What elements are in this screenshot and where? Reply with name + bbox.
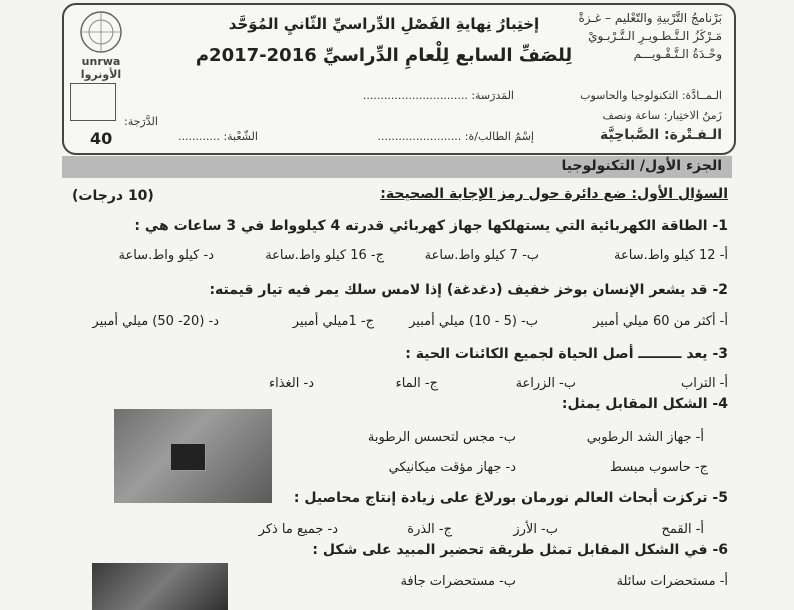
subject-field: الـمــادَّة: التكنولوجيا والحاسوب [580,89,722,102]
q5-option-a[interactable]: أ- القمح [661,522,704,537]
pesticide-spraying-photo [92,563,228,610]
q1-option-c[interactable]: ج- 16 كيلو واط.ساعة [265,248,384,263]
exam-header [62,3,736,155]
class-title: لِلصَفِّ السابع لِلْعامِ الدِّراسيِّ 2016-2017م [195,45,573,66]
question-instruction: السؤال الأول: ضع دائرة حول رمز الإجابة الصحيحة: [380,186,728,202]
q1-option-b[interactable]: ب- 7 كيلو واط.ساعة [424,248,539,263]
section-title: الجزء الأول/ التكنولوجيا [561,158,722,174]
q5-option-d[interactable]: د- جميع ما ذكر [258,522,338,537]
logo-text: unrwa الأونروا [80,55,122,81]
org-line-1: بَرْنامجُ التَّرْبيةِ والتّعْليم – غـزةْ [578,11,722,25]
shift-field: الـفـتْرة: الصَّباحِيَّة [600,127,722,143]
grade-label: الدَّرَجة: [124,115,158,128]
q3-option-a[interactable]: أ- التراب [681,376,728,391]
q4-option-c[interactable]: ج- حاسوب مبسط [609,460,708,475]
question-5: 5- تركزت أبحاث العالم نورمان بورلاغ على زيادة إنتاج محاصيل : [293,490,728,506]
humidity-sensor-photo [114,409,272,503]
q2-option-b[interactable]: ب- (5 - 10) ميلي أمبير [409,314,538,329]
q6-option-a[interactable]: أ- مستحضرات سائلة [616,574,728,589]
q3-option-b[interactable]: ب- الزراعة [515,376,576,391]
q4-option-b[interactable]: ب- مجس لتحسس الرطوبة [367,430,516,445]
q2-option-d[interactable]: د- (20- 50) ميلي أمبير [92,314,219,329]
question-2: 2- قد يشعر الإنسان بوخز خفيف (دغدغة) إذا لامس سلك يمر فيه تيار قيمته: [209,282,728,298]
q2-option-c[interactable]: ج- 1ميلي أمبير [292,314,374,329]
q3-option-c[interactable]: ج- الماء [395,376,438,391]
un-emblem-icon [72,9,130,55]
question-6: 6- في الشكل المقابل تمثل طريقة تحضير المبيد على شكل : [312,542,728,558]
q6-option-b[interactable]: ب- مستحضرات جافة [400,574,516,589]
q5-option-b[interactable]: ب- الأرز [513,522,558,537]
q2-option-a[interactable]: أ- أكثر من 60 ميلي أمبير [593,314,728,329]
marks-label: (10 درجات) [72,188,154,204]
unrwa-logo [72,9,130,81]
q5-option-c[interactable]: ج- الذرة [407,522,452,537]
duration-field: زَمنُ الاختِبار: ساعة ونصف [602,109,722,122]
school-field: المَدرَسة: .............................. [362,89,514,102]
section-header [62,156,732,178]
grade-box [70,83,116,121]
q4-option-a[interactable]: أ- جهاز الشد الرطوبي [586,430,704,445]
q1-option-d[interactable]: د- كيلو واط.ساعة [118,248,214,263]
q3-option-d[interactable]: د- الغذاء [268,376,314,391]
question-3: 3- يعد ـــــــــ أصل الحياة لجميع الكائنات الحية : [405,346,728,362]
question-4: 4- الشكل المقابل يمثل: [561,396,728,412]
org-line-3: وحْـدَةُ الـتَّـقْـويـــم [633,47,722,61]
student-field: إسْمُ الطالب/ة: ........................ [377,130,534,143]
section-field: الشّعْبة: ............ [178,130,258,143]
q1-option-a[interactable]: أ- 12 كيلو واط.ساعة [613,248,728,263]
exam-title: إختِبارُ نِهايةِ الفَصْلِ الدِّراسيِّ الثّانيِ المُوَحَّد [228,15,540,33]
total-score: 40 [90,129,113,148]
org-line-2: مَـرْكَزُ الـتَّـطـويـرِ الـتَّـرْبـويْ [588,29,722,43]
question-1: 1- الطاقة الكهربائية التي يستهلكها جهاز كهربائي قدرته 4 كيلوواط في 3 ساعات هي : [134,218,728,234]
q4-option-d[interactable]: د- جهاز مؤقت ميكانيكي [388,460,516,475]
